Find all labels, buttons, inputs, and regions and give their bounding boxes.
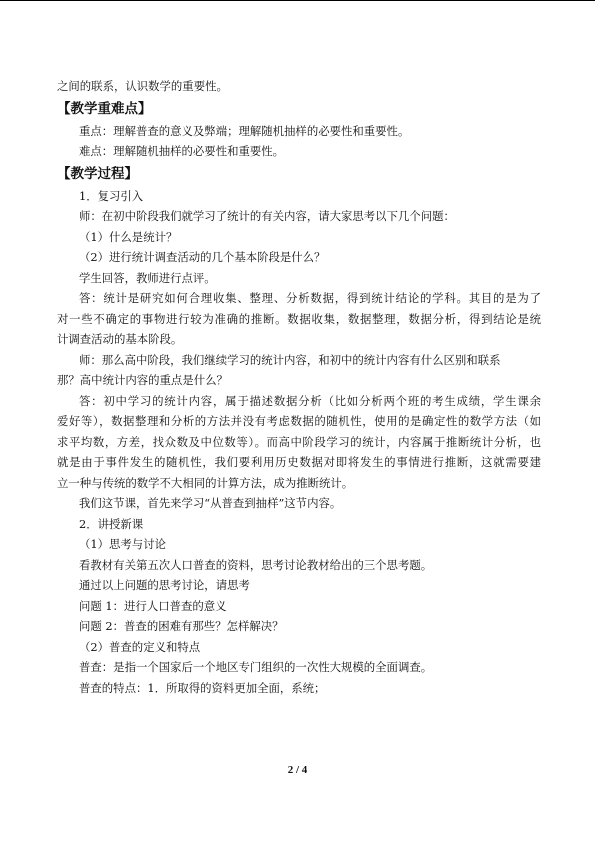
text-line: 普查：是指一个国家后一个地区专门组织的一次性大规模的全面调查。 (79, 660, 433, 674)
text-line: 学生回答，教师进行点评。 (79, 270, 216, 285)
text-line: 通过以上问题的思考讨论，请思考 (79, 578, 250, 592)
section-heading: 【教学重难点】 (57, 100, 152, 117)
text-line: （2）普查的定义和特点 (79, 639, 201, 654)
text-line: 重点：理解普查的意义及弊端；理解随机抽样的必要性和重要性。 (79, 123, 410, 138)
text-line: 之间的联系，认识数学的重要性。 (57, 79, 228, 93)
text-line: 普查的特点：1．所取得的资料更加全面，系统； (79, 680, 326, 695)
page-number: 2 / 4 (287, 764, 308, 776)
text-line: 2．讲授新课 (79, 516, 144, 531)
text-line: 师：在初中阶段我们就学习了统计的有关内容，请大家思考以下几个问题： (79, 209, 455, 223)
text-line: 师：那么高中阶段，我们继续学习的统计内容，和初中的统计内容有什么区别和联系 (79, 352, 501, 367)
text-line: 那？高中统计内容的重点是什么？ (57, 373, 228, 387)
text-line: 1．复习引入 (79, 188, 144, 203)
text-line: 看教材有关第五次人口普查的资料，思考讨论教材给出的三个思考题。 (79, 557, 433, 572)
text-line: 对一些不确定的事物进行较为准确的推断。数据收集，数据整理，数据分析，得到结论是统 (57, 311, 541, 326)
text-line: 立一种与传统的数学不大相同的计算方法，成为推断统计。 (57, 475, 354, 490)
text-line: 答：初中学习的统计内容，属于描述数据分析（比如分析两个班的考生成绩，学生课余 (79, 393, 541, 408)
text-line: 爱好等），数据整理和分析的方法并没有考虑数据的随机性，使用的是确定性的数学方法（如 (57, 414, 541, 428)
text-line: 我们这节课，首先来学习“从普查到抽样”这节内容。 (79, 496, 342, 510)
document-body (57, 76, 541, 698)
section-heading: 【教学过程】 (57, 165, 138, 182)
text-line: （1）什么是统计？ (79, 229, 178, 244)
top-rule (0, 0, 595, 1)
text-line: 就是由于事件发生的随机性，我们要利用历史数据对即将发生的事情进行推断，这就需要建 (57, 455, 541, 469)
text-line: （1）思考与讨论 (79, 537, 166, 551)
text-line: 问题 1：进行人口普查的意义 (79, 598, 227, 613)
text-line: 答：统计是研究如何合理收集、整理、分析数据，得到统计结论的学科。其目的是为了 (79, 291, 541, 305)
text-line: （2）进行统计调查活动的几个基本阶段是什么？ (79, 250, 326, 264)
text-line: 问题 2：普查的困难有那些？怎样解决？ (79, 619, 284, 633)
text-line: 求平均数，方差，找众数及中位数等）。而高中阶段学习的统计，内容属于推断统计分析，也 (57, 434, 541, 449)
text-line: 计调查活动的基本阶段。 (57, 332, 183, 346)
text-line: 难点：理解随机抽样的必要性和重要性。 (79, 144, 285, 158)
